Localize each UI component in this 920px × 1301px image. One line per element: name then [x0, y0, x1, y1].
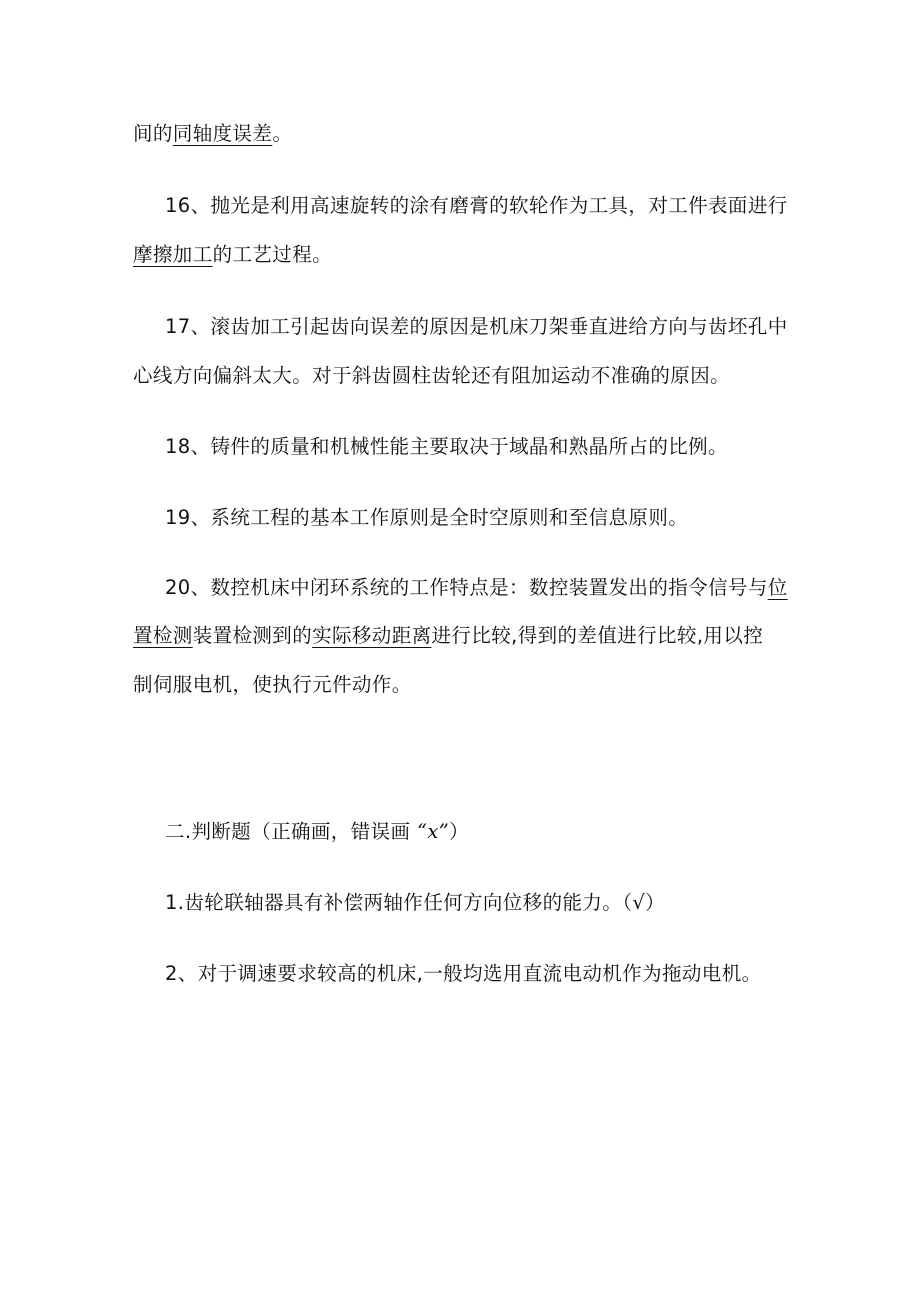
paragraph-20-line-2: [0, 622, 920, 650]
paragraph-16-line-2: [0, 241, 920, 269]
text-segment: 。: [272, 122, 293, 145]
true-false-item-1: [0, 889, 920, 917]
paragraph-19-line-1: [0, 504, 920, 532]
cross-mark: “x”: [417, 820, 450, 843]
underlined-term: 位: [767, 576, 788, 599]
paragraph-20-line-3: [0, 671, 920, 699]
text-segment: 17、滚齿加工引起齿向误差的原因是机床刀架垂直进给方向与齿坯孔中: [165, 315, 788, 338]
paragraph-16-line-1: [0, 192, 920, 220]
text-segment: 间的: [133, 122, 173, 145]
text-segment: 1.齿轮联轴器具有补偿两轴作任何方向位移的能力。（√）: [165, 891, 666, 914]
paragraph-18-line-1: [0, 433, 920, 461]
text-segment: 二.判断题（正确画，错误画: [165, 820, 417, 843]
text-segment: 2、对于调速要求较高的机床,一般均选用直流电动机作为拖动电机。: [165, 962, 762, 985]
text-segment: 制伺服电机，使执行元件动作。: [133, 673, 412, 696]
text-segment: ）: [449, 820, 470, 843]
text-segment: 19、系统工程的基本工作原则是全时空原则和至信息原则。: [165, 506, 689, 529]
text-segment: 18、铸件的质量和机械性能主要取决于域晶和熟晶所占的比例。: [165, 435, 728, 458]
text-segment: 心线方向偏斜太大。对于斜齿圆柱齿轮还有阻加运动不准确的原因。: [133, 364, 731, 387]
paragraph-20-line-1: [0, 574, 920, 602]
underlined-term: 同轴度误差: [172, 122, 273, 145]
paragraph-15-line-1: [0, 120, 920, 148]
text-segment: 20、数控机床中闭环系统的工作特点是：数控装置发出的指令信号与: [165, 576, 768, 599]
text-segment: 装置检测到的: [192, 624, 313, 647]
text-segment: 16、抛光是利用高速旋转的涂有磨膏的软轮作为工具，对工件表面进行: [165, 194, 788, 217]
paragraph-17-line-1: [0, 313, 920, 341]
underlined-term: 摩擦加工: [133, 243, 213, 266]
text-segment: 进行比较,得到的差值进行比较,用以控: [431, 624, 764, 647]
true-false-item-2: [0, 960, 920, 988]
underlined-term: 置检测: [133, 624, 193, 647]
underlined-term: 实际移动距离: [312, 624, 432, 647]
paragraph-17-line-2: [0, 362, 920, 390]
section-2-heading: [0, 818, 920, 846]
text-segment: 的工艺过程。: [212, 243, 333, 266]
